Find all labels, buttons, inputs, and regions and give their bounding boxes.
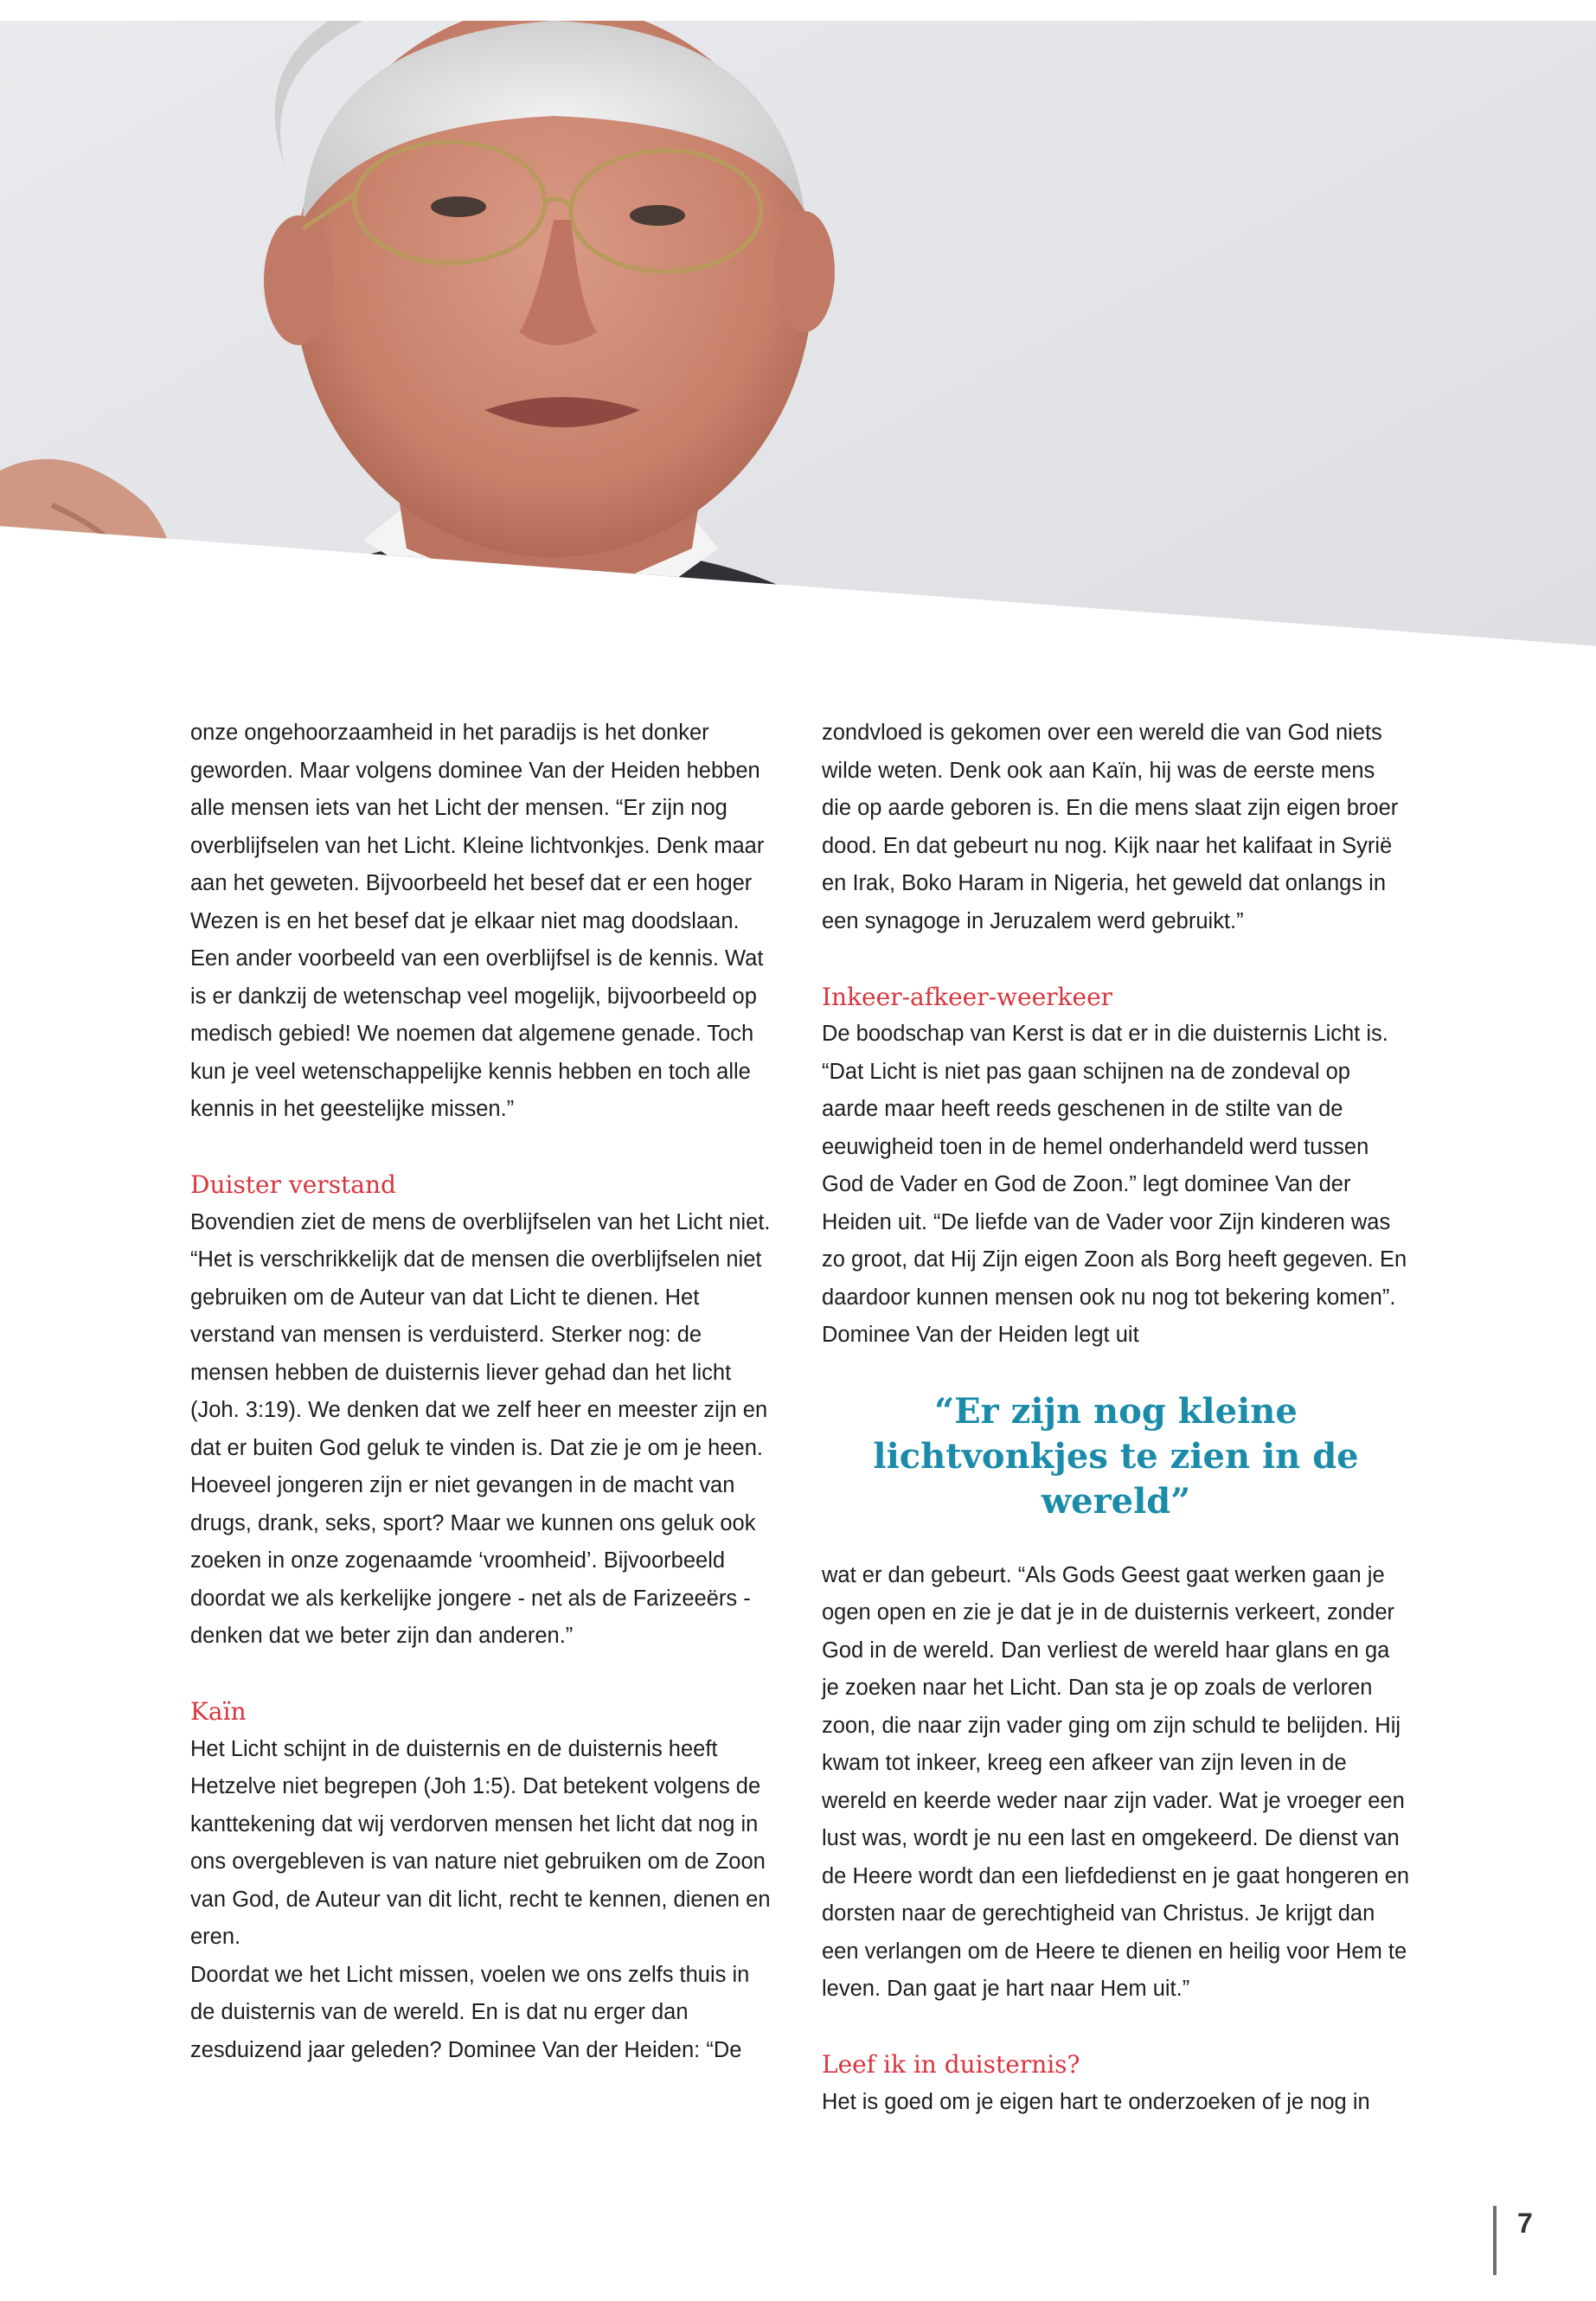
paragraph: zondvloed is gekomen over een wereld die van God niets wilde weten. Denk ook aan Kaïn, hij was de eerste mens die op aarde geboren is. En die mens slaat zijn eigen broer dood. En dat gebeurt nu nog. Kijk naar het kalifaat in Syrië en Irak, Boko Haram in Nigeria, het geweld dat onlangs in een synagoge in Jeruzalem werd gebruikt.” [822, 721, 1399, 933]
pull-quote: “Er zijn nog kleine lichtvonkjes te zien in de wereld” [873, 1390, 1359, 1522]
section-heading: Inkeer-afkeer-weerkeer [822, 982, 1113, 1011]
paragraph: onze ongehoorzaamheid in het paradijs is het donker geworden. Maar volgens dominee Van der Heiden hebben alle mensen iets van het Licht der mensen. “Er zijn nog overblijfselen van het Licht. Kleine lichtvonkjes. Denk maar aan het geweten. Bijvoorbeeld het besef dat er een hoger Wezen is en het besef dat je elkaar niet mag doodslaan. Een ander voorbeeld van een overblijfsel is de kennis. Wat is er dankzij de wetenschap veel mogelijk, bijvoorbeeld op medisch gebied! We noemen dat algemene genade. Toch kun je veel wetenschappelijke kennis hebben en toch alle kennis in het geestelijke missen.” [190, 721, 765, 1121]
section-heading: Kaïn [190, 1697, 247, 1726]
section-heading: Leef ik in duisternis? [822, 2050, 1080, 2079]
article-right-column [822, 715, 1410, 2121]
page-number: 7 [1493, 2206, 1533, 2275]
paragraph: Doordat we het Licht missen, voelen we ons zelfs thuis in de duisternis van de wereld. En is dat nu erger dan zesduizend jaar geleden? Dominee Van der Heiden: “De [190, 1962, 750, 2062]
paragraph: Het is goed om je eigen hart te onderzoeken of je nog in [822, 2089, 1370, 2114]
paragraph: De boodschap van Kerst is dat er in die duisternis Licht is. “Dat Licht is niet pas gaan schijnen na de zondeval op aarde maar heeft reeds geschenen in de stilte van de eeuwigheid toen in de hemel onderhandeld werd tussen God de Vader en God de Zoon.” legt dominee Van der Heiden uit. “De liefde van de Vader voor Zijn kinderen was zo groot, dat Hij Zijn eigen Zoon als Borg heeft gegeven. En daardoor kunnen mensen ook nu nog tot bekering komen”. Dominee Van der Heiden legt uit [822, 1022, 1407, 1347]
article-left-column [190, 715, 779, 2069]
paragraph: Het Licht schijnt in de duisternis en de duisternis heeft Hetzelve niet begrepen (Joh 1:5). Dat betekent volgens de kanttekening dat wij verdorven mensen het licht dat nog in ons overgebleven is van nature niet gebruiken om de Zoon van God, de Auteur van dit licht, recht te kennen, dienen en eren. [190, 1736, 771, 1949]
section-heading: Duister verstand [190, 1170, 396, 1199]
paragraph: Bovendien ziet de mens de overblijfselen van het Licht niet. “Het is verschrikkelijk dat de mensen die overblijfselen niet gebruiken om de Auteur van dat Licht te dienen. Het verstand van mensen is verduisterd. Sterker nog: de mensen hebben de duisternis liever gehad dan het licht (Joh. 3:19). We denken dat we zelf heer en meester zijn en dat er buiten God geluk te vinden is. Dat zie je om je heen. Hoeveel jongeren zijn er niet gevangen in de macht van drugs, drank, seks, sport? Maar we kunnen ons geluk ook zoeken in onze zogenaamde ‘vroomheid’. Bijvoorbeeld doordat we als kerkelijke jongere - net als de Farizeeërs - denken dat we beter zijn dan anderen.” [190, 1209, 771, 1648]
paragraph: wat er dan gebeurt. “Als Gods Geest gaat werken gaan je ogen open en zie je dat je in de duisternis verkeert, zonder God in de wereld. Dan verliest de wereld haar glans en ga je zoeken naar het Licht. Dan sta je op zoals de verloren zoon, die naar zijn vader ging om zijn schuld te belijden. Hij kwam tot inkeer, kreeg een afkeer van zijn leven in de wereld en keerde weder naar zijn vader. Wat je vroeger een lust was, wordt je nu een last en omgekeerd. De dienst van de Heere wordt dan een liefdedienst en je gaat hongeren en dorsten naar de gerechtigheid van Christus. Je krijgt dan een verlangen om de Heere te dienen en heilig voor Hem te leven. Dan gaat je hart naar Hem uit.” [822, 1562, 1410, 2001]
